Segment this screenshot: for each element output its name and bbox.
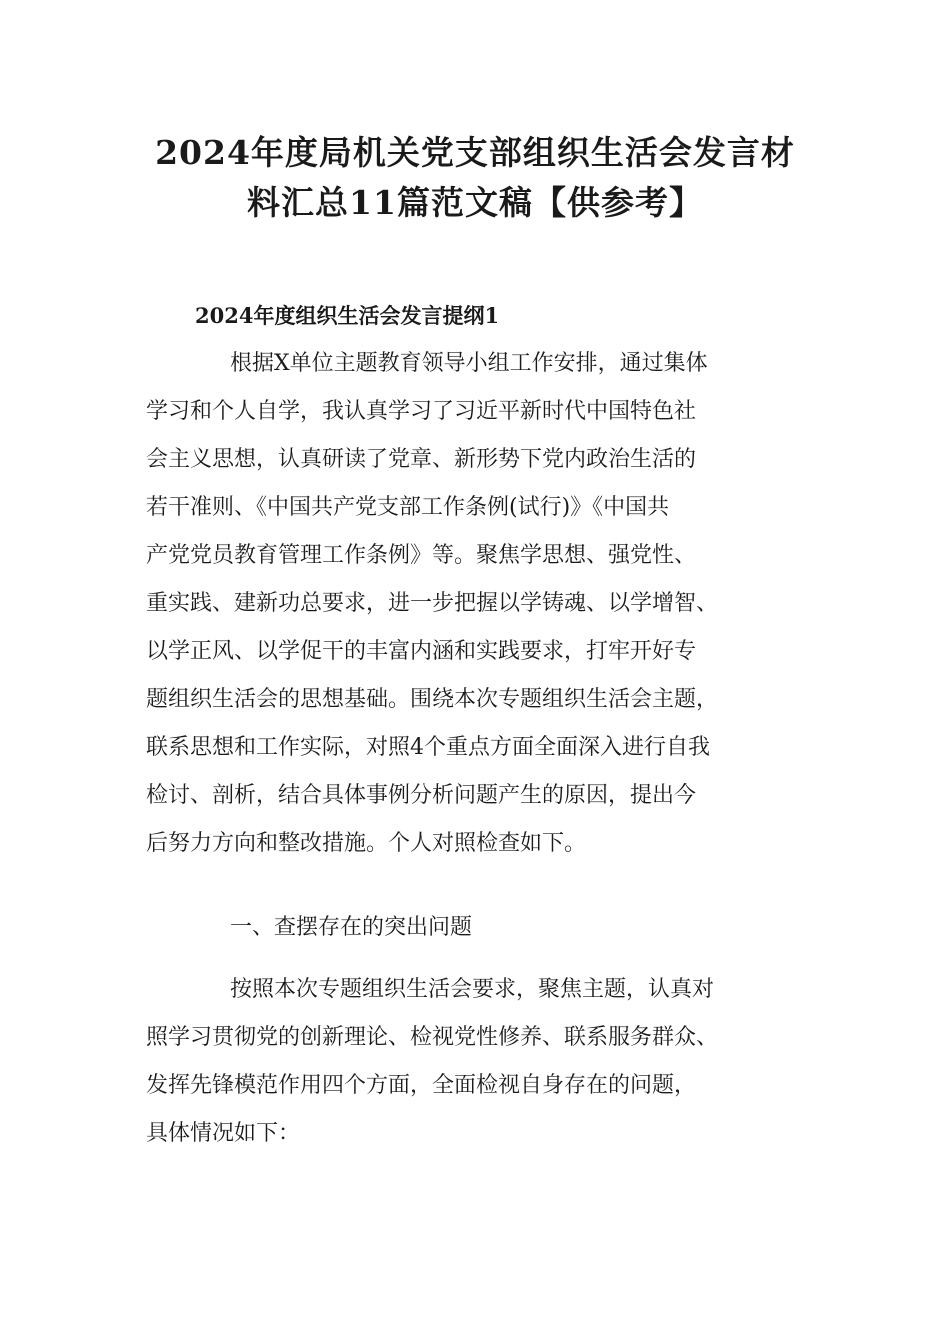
paragraph-line: 题组织生活会的思想基础。围绕本次专题组织生活会主题， [146, 687, 719, 712]
paragraph-line: 以学正风、以学促干的丰富内涵和实践要求，打牢开好专 [146, 639, 697, 664]
paragraph-line: 若干准则、《中国共产党支部工作条例(试行)》《中国共 [146, 495, 670, 520]
document-title [130, 128, 820, 228]
paragraph-line: 产党党员教育管理工作条例》等。聚焦学思想、强党性、 [146, 543, 697, 568]
paragraph-line: 联系思想和工作实际，对照4个重点方面全面深入进行自我 [146, 735, 710, 760]
paragraph-line: 发挥先锋模范作用四个方面，全面检视自身存在的问题， [146, 1073, 697, 1098]
paragraph-line: 后努力方向和整改措施。个人对照检查如下。 [146, 831, 587, 856]
title-line-2: 料汇总11篇范文稿【供参考】 [247, 183, 703, 222]
section-heading: 一、查摆存在的突出问题 [230, 915, 473, 940]
paragraph-line: 重实践、建新功总要求，进一步把握以学铸魂、以学增智、 [146, 591, 719, 616]
paragraph-line: 照学习贯彻党的创新理论、检视党性修养、联系服务群众、 [146, 1025, 719, 1050]
paragraph-issues [146, 966, 718, 1158]
paragraph-line: 根据X单位主题教育领导小组工作安排，通过集体 [230, 351, 708, 376]
paragraph-line: 具体情况如下： [146, 1121, 301, 1146]
paragraph-line: 检讨、剖析，结合具体事例分析问题产生的原因，提出今 [146, 783, 697, 808]
paragraph-line: 学习和个人自学，我认真学习了习近平新时代中国特色社 [146, 399, 697, 424]
paragraph-line: 按照本次专题组织生活会要求，聚焦主题，认真对 [230, 977, 715, 1002]
outline-subheading: 2024年度组织生活会发言提纲1 [195, 303, 500, 328]
title-line-1: 2024年度局机关党支部组织生活会发言材 [155, 133, 795, 172]
paragraph-line: 会主义思想，认真研读了党章、新形势下党内政治生活的 [146, 447, 697, 472]
paragraph-intro [146, 340, 718, 868]
